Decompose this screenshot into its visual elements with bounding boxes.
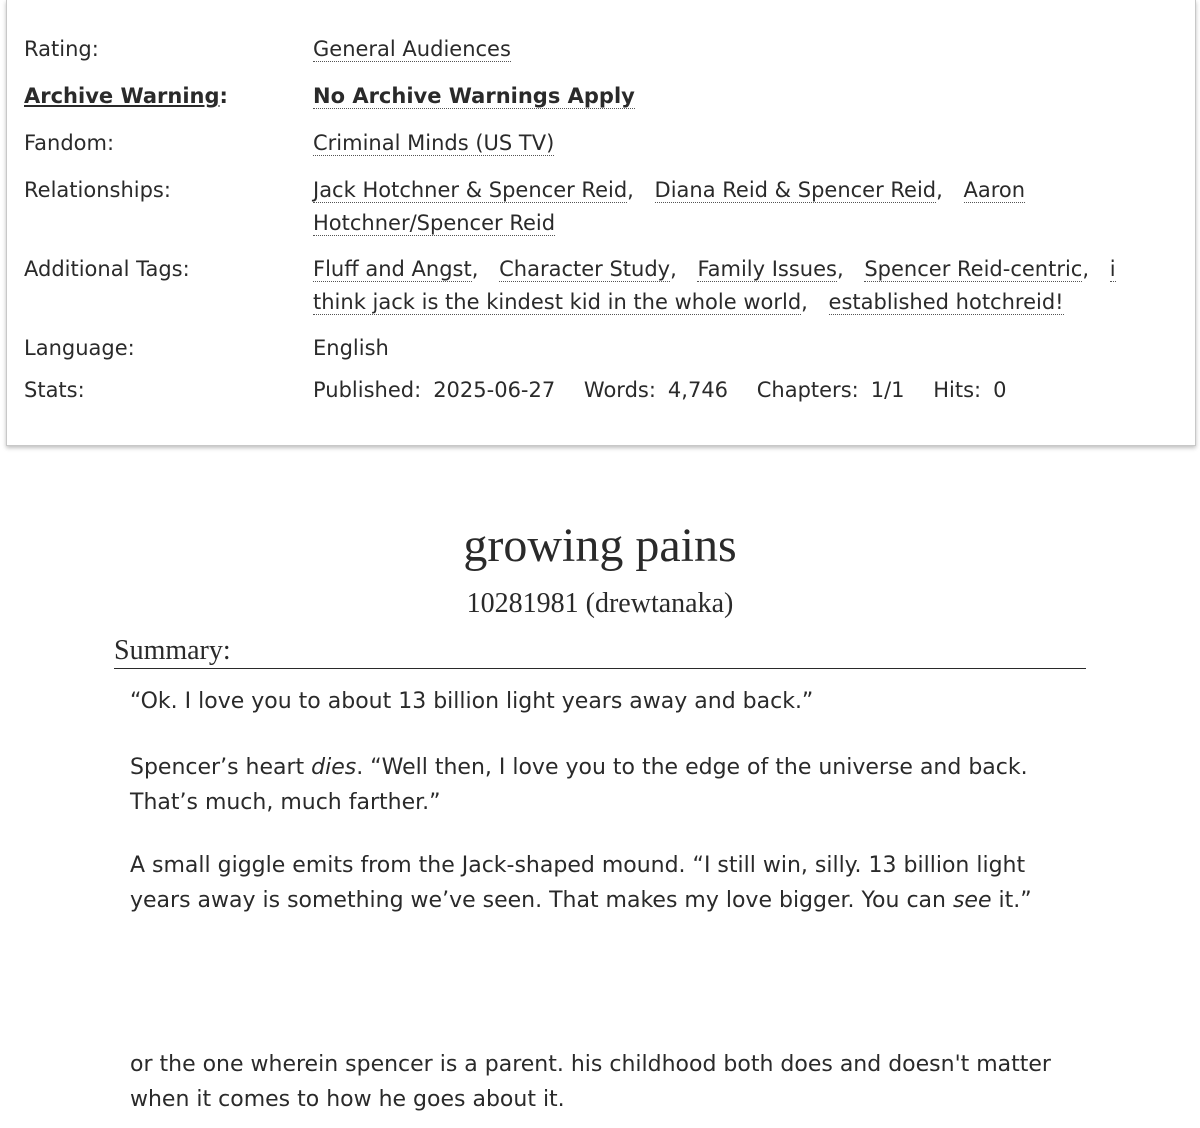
freeform-tag[interactable]: Character Study	[499, 257, 671, 281]
relationship-tag[interactable]: Jack Hotchner & Spencer Reid	[313, 178, 628, 202]
fandom-tag[interactable]: Criminal Minds (US TV)	[313, 131, 555, 155]
freeform-tag[interactable]: i think jack is the kindest kid in the whole world	[313, 257, 1116, 314]
words-label: Words:	[583, 378, 656, 402]
summary-paragraph: “Ok. I love you to about 13 billion light years away and back.”	[130, 689, 814, 714]
work-meta-box: Rating: General Audiences Archive Warning: No Archive Warnings Apply Fandom: Criminal Minds (US TV) Relationships: Jack Hotchner & Spencer Reid, Diana Reid & Spencer Reid, Aaron Hotchner/Spencer Reid Additional Tags: Fluff and Angst, Character Study, Family Issues, Spencer Reid-centric, i think jack is the kindest kid in the whole world, established hotchreid! Language: English Stats: Published: 2025-06-27 Words: 4,746 Chapters: 1/1 Hits: 0	[6, 0, 1196, 446]
freeform-tag[interactable]: Spencer Reid-centric	[864, 257, 1083, 281]
stats-values	[313, 374, 1173, 407]
fandom-label: Fandom:	[24, 131, 115, 155]
work-title: growing pains	[463, 519, 737, 572]
relationships-label: Relationships:	[24, 178, 171, 202]
summary-paragraph: A small giggle emits from the Jack-shaped mound. “I still win, silly. 13 billion light years away is something we’ve seen. That makes my love bigger. You can see it.”	[130, 853, 1032, 913]
language-label: Language:	[24, 336, 135, 360]
warning-label[interactable]: Archive Warning:	[24, 84, 228, 108]
published-label: Published:	[313, 378, 422, 402]
chapters-label: Chapters:	[756, 378, 859, 402]
freeform-tag[interactable]: Family Issues	[697, 257, 837, 281]
hits-value: 0	[993, 378, 1007, 402]
rating-label: Rating:	[24, 37, 99, 61]
hits-label: Hits:	[933, 378, 982, 402]
language-value: English	[313, 336, 389, 360]
warning-label-link[interactable]: Archive Warning	[24, 84, 220, 108]
freeform-tag[interactable]: Fluff and Angst	[313, 257, 472, 281]
chapters-value: 1/1	[870, 378, 905, 402]
words-value: 4,746	[667, 378, 729, 402]
summary-paragraph: or the one wherein spencer is a parent. his childhood both does and doesn't matter when it comes to how he goes about it.	[130, 1052, 1051, 1112]
tags-label: Additional Tags:	[24, 257, 190, 281]
rating-tag[interactable]: General Audiences	[313, 37, 511, 61]
stats-label: Stats:	[24, 378, 85, 402]
relationship-tag[interactable]: Diana Reid & Spencer Reid	[654, 178, 937, 202]
warning-tag[interactable]: No Archive Warnings Apply	[313, 84, 635, 108]
summary-paragraph: Spencer’s heart dies. “Well then, I love you to the edge of the universe and back. That’s much, much farther.”	[130, 755, 1028, 815]
published-value: 2025-06-27	[433, 378, 556, 402]
freeform-tag[interactable]: established hotchreid!	[828, 290, 1064, 314]
summary-heading: Summary:	[114, 634, 1086, 669]
work-author-link[interactable]: 10281981 (drewtanaka)	[466, 588, 734, 619]
relationship-tag[interactable]: Aaron Hotchner/Spencer Reid	[313, 178, 1026, 235]
